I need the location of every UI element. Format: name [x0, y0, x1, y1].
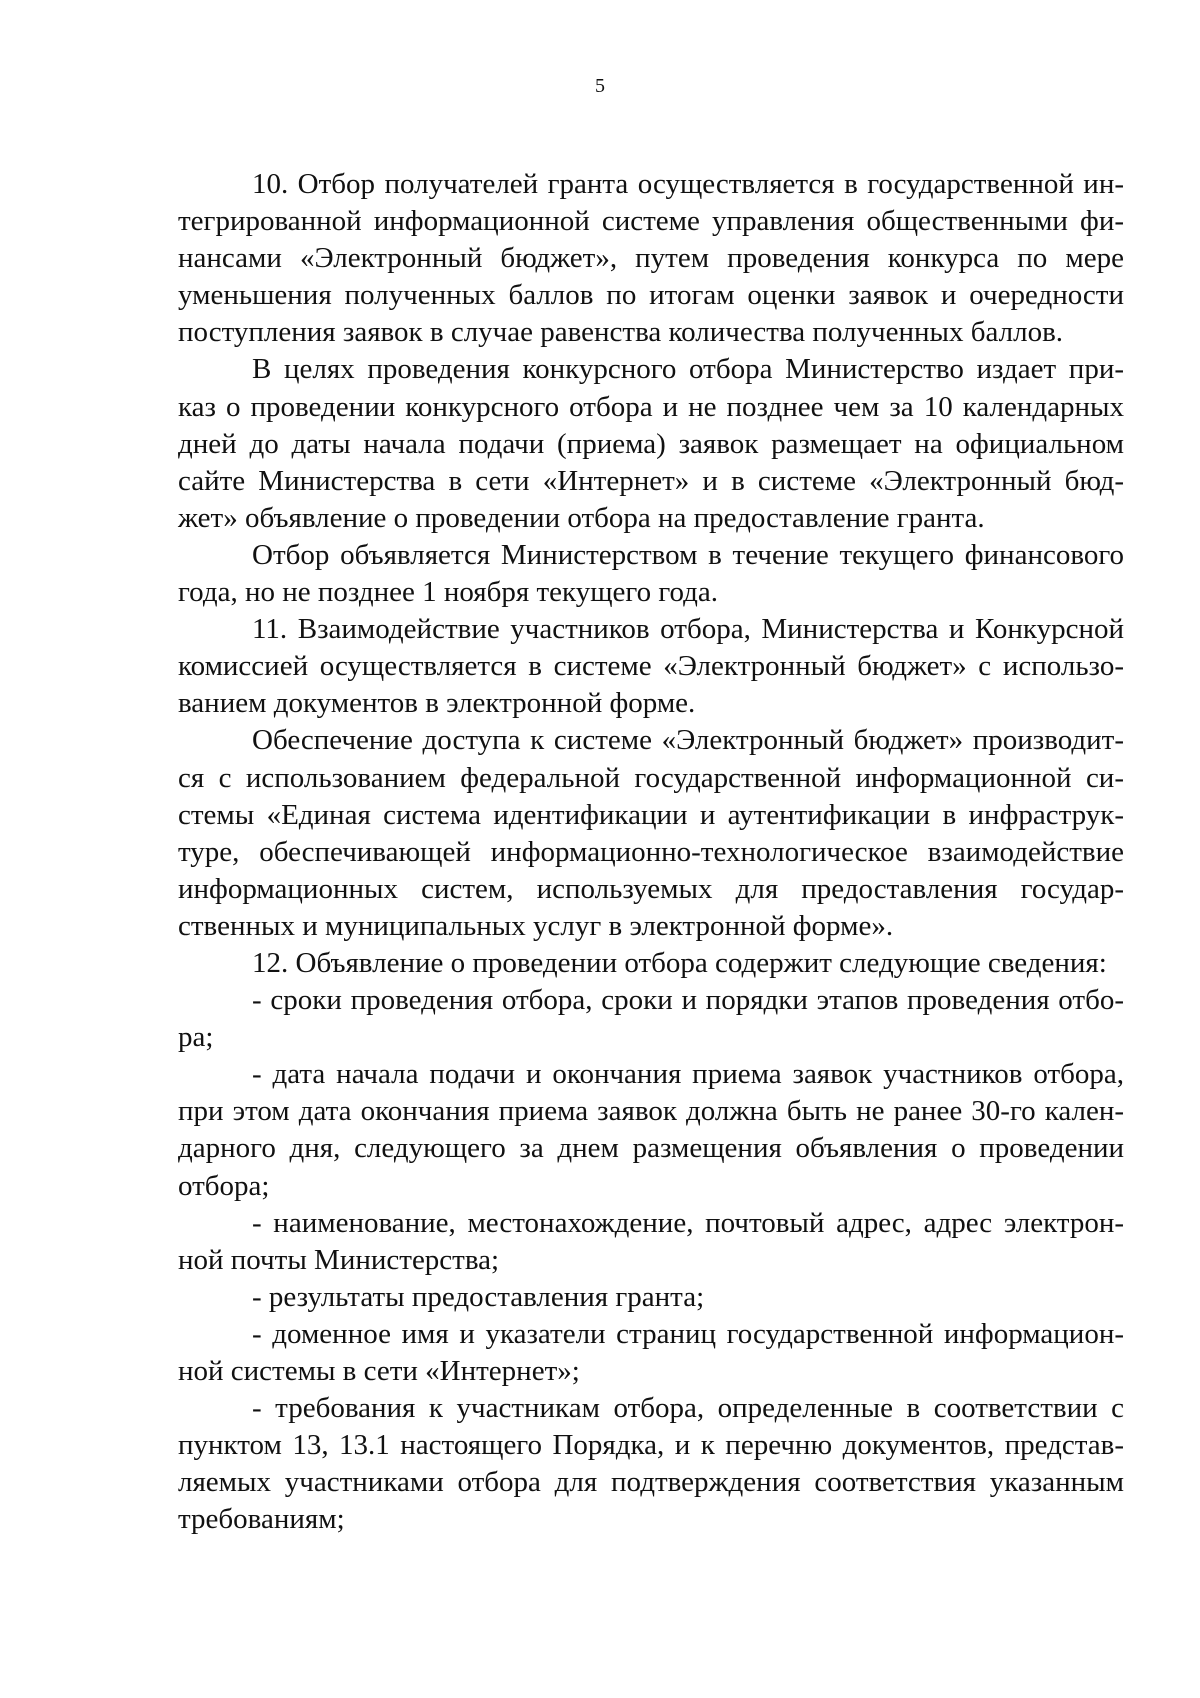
text-line: стемы «Единая система идентификации и аутентификации в инфраструк-: [178, 798, 1124, 831]
text-line: ляемых участниками отбора для подтверждения соответствия указанным: [178, 1466, 1124, 1499]
text-line: ственных и муниципальных услуг в электронной форме».: [178, 909, 894, 942]
text-line: ной системы в сети «Интернет»;: [178, 1355, 580, 1387]
paragraph: [178, 1390, 1124, 1538]
text-line: комиссией осуществляется в системе «Электронный бюджет» с использо-: [178, 650, 1124, 683]
text-line: - дата начала подачи и окончания приема заявок участников отбора,: [252, 1058, 1124, 1091]
text-line: Обеспечение доступа к системе «Электронный бюджет» производит-: [252, 724, 1124, 757]
text-line: требованиям;: [178, 1503, 345, 1536]
text-line: - наименование, местонахождение, почтовый адрес, адрес электрон-: [252, 1206, 1124, 1239]
paragraph: [178, 982, 1124, 1056]
text-line: ра;: [178, 1021, 214, 1054]
document-body: [178, 166, 1124, 1538]
paragraph: [178, 351, 1124, 536]
text-line: ся с использованием федеральной государственной информационной си-: [178, 761, 1124, 794]
paragraph: [178, 722, 1124, 945]
text-line: 12. Объявление о проведении отбора содержит следующие сведения:: [252, 946, 1107, 979]
text-line: тегрированной информационной системе управления общественными фи-: [178, 205, 1124, 238]
text-line: при этом дата окончания приема заявок должна быть не ранее 30-го кален-: [178, 1095, 1124, 1128]
text-line: - результаты предоставления гранта;: [252, 1280, 705, 1313]
paragraph: [178, 1279, 1124, 1316]
paragraph: [178, 945, 1124, 982]
text-line: ной почты Министерства;: [178, 1243, 500, 1276]
text-line: нансами «Электронный бюджет», путем проведения конкурса по мере: [178, 242, 1124, 275]
text-line: - сроки проведения отбора, сроки и порядки этапов проведения отбо-: [252, 984, 1124, 1017]
text-line: отбора;: [178, 1169, 270, 1202]
page-number: 5: [595, 75, 605, 97]
paragraph: [178, 537, 1124, 611]
text-line: - требования к участникам отбора, определенные в соответствии с: [252, 1392, 1124, 1425]
text-line: жет» объявление о проведении отбора на предоставление гранта.: [178, 501, 985, 534]
text-line: туре, обеспечивающей информационно-технологическое взаимодействие: [178, 835, 1124, 868]
text-line: поступления заявок в случае равенства количества полученных баллов.: [178, 316, 1064, 349]
text-line: каз о проведении конкурсного отбора и не позднее чем за 10 календарных: [178, 390, 1124, 423]
text-line: пунктом 13, 13.1 настоящего Порядка, и к перечню документов, представ-: [178, 1429, 1124, 1462]
text-line: дней до даты начала подачи (приема) заявок размещает на официальном: [178, 427, 1124, 460]
text-line: 10. Отбор получателей гранта осуществляется в государственной ин-: [252, 168, 1124, 200]
text-line: сайте Министерства в сети «Интернет» и в системе «Электронный бюд-: [178, 464, 1124, 497]
paragraph: [178, 1205, 1124, 1279]
text-line: дарного дня, следующего за днем размещения объявления о проведении: [178, 1132, 1124, 1165]
paragraph: [178, 1056, 1124, 1204]
text-line: уменьшения полученных баллов по итогам оценки заявок и очередности: [178, 279, 1124, 312]
paragraph: [178, 611, 1124, 722]
paragraph: [178, 1316, 1124, 1390]
text-line: информационных систем, используемых для предоставления государ-: [178, 872, 1124, 905]
paragraph: [178, 166, 1124, 351]
text-line: 11. Взаимодействие участников отбора, Министерства и Конкурсной: [252, 613, 1124, 646]
text-line: Отбор объявляется Министерством в течение текущего финансового: [252, 538, 1124, 571]
text-line: В целях проведения конкурсного отбора Министерство издает при-: [252, 353, 1124, 386]
text-line: года, но не позднее 1 ноября текущего года.: [178, 576, 719, 609]
text-line: - доменное имя и указатели страниц государственной информацион-: [252, 1317, 1124, 1350]
text-line: ванием документов в электронной форме.: [178, 687, 696, 720]
